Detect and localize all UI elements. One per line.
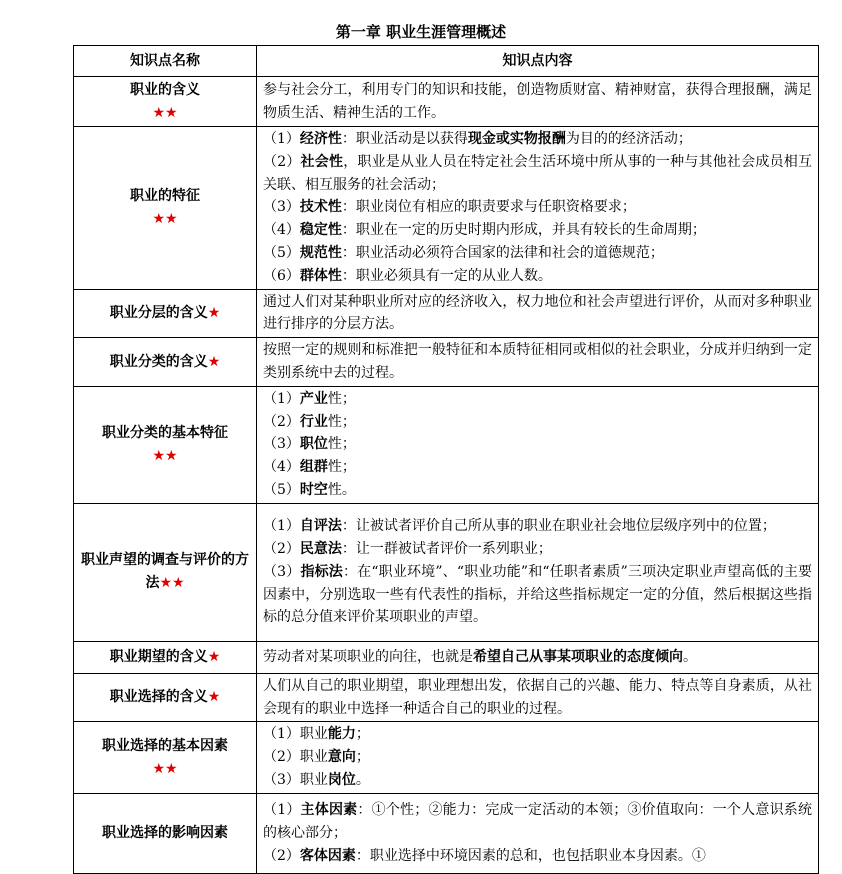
content-text: 按照一定的规则和标准把一般特征和本质特征相同或相似的社会职业，分成并归纳到一定类别系统中去的过程。 <box>263 342 812 381</box>
content-text: （2）职业 <box>263 749 328 766</box>
content-text: ； <box>355 726 370 743</box>
keyword-text: 产业 <box>299 390 328 407</box>
content-line <box>263 128 812 151</box>
content-line <box>263 388 812 411</box>
keyword-text: 经济性 <box>299 131 342 147</box>
content-text: （2） <box>263 541 300 558</box>
content-text: （5） <box>263 244 300 261</box>
content-text: 劳动者对某项职业的向往，也就是 <box>263 648 473 665</box>
content-line <box>263 675 812 721</box>
content-text: 性； <box>327 390 356 407</box>
knowledge-point-content <box>257 503 819 641</box>
table-row <box>74 127 819 290</box>
table-row <box>74 673 819 722</box>
keyword-text: 组群 <box>299 459 328 476</box>
importance-stars-icon: ★ <box>207 648 221 665</box>
knowledge-point-content <box>257 641 819 673</box>
header-knowledge-name: 知识点名称 <box>74 46 257 77</box>
knowledge-point-content <box>257 289 819 338</box>
importance-stars-icon: ★★ <box>152 447 178 464</box>
keyword-text: 群体性 <box>299 267 342 284</box>
content-text: ：让被试者评价自己所从事的职业在职业社会地位层级序列中的位置； <box>341 518 776 535</box>
content-text: 性； <box>327 459 356 476</box>
knowledge-point-content <box>257 673 819 722</box>
knowledge-point-name <box>74 127 257 290</box>
content-text: （1） <box>263 131 300 147</box>
table-row <box>74 77 819 127</box>
content-line <box>263 291 812 337</box>
content-text: （3）职业 <box>263 771 328 788</box>
knowledge-table <box>73 45 819 874</box>
knowledge-point-name <box>74 793 257 873</box>
content-text: 参与社会分工，利用专门的知识和技能，创造物质财富、精神财富，获得合理报酬，满足物质生活、精神生活的工作。 <box>263 81 812 121</box>
content-text: ； <box>355 749 370 766</box>
content-line <box>263 456 812 479</box>
content-text: （3） <box>263 436 300 453</box>
table-body <box>74 77 819 874</box>
content-line <box>263 411 812 434</box>
keyword-text: 规范性 <box>299 244 342 261</box>
knowledge-point-title: 职业选择的影响因素 <box>102 824 228 841</box>
importance-stars-icon: ★ <box>207 353 221 370</box>
content-text: ：职业活动必须符合国家的法律和社会的道德规范； <box>341 244 664 261</box>
content-text: （2） <box>263 153 301 170</box>
content-text: ：职业必须具有一定的从业人数。 <box>341 267 552 284</box>
content-text: （1） <box>263 518 300 535</box>
importance-stars-icon: ★ <box>207 689 221 706</box>
knowledge-point-content <box>257 338 819 387</box>
knowledge-point-name <box>74 722 257 793</box>
content-text: ：职业岗位有相应的职责要求与任职资格要求； <box>341 199 636 216</box>
knowledge-point-content <box>257 722 819 793</box>
keyword-text: 岗位 <box>327 771 356 788</box>
header-knowledge-content: 知识点内容 <box>257 46 819 77</box>
content-line <box>263 746 812 769</box>
knowledge-point-title: 职业分类的含义 <box>109 353 208 370</box>
keyword-text: 现金或实物报酬 <box>467 131 566 147</box>
knowledge-point-title: 职业选择的基本因素 <box>102 737 228 754</box>
knowledge-point-name <box>74 386 257 503</box>
content-text: （1） <box>263 390 300 407</box>
content-text: （4） <box>263 459 300 476</box>
knowledge-point-title: 职业分类的基本特征 <box>102 424 228 441</box>
content-line <box>263 339 812 385</box>
content-text: （3） <box>263 563 301 580</box>
keyword-text: 主体因素 <box>300 802 358 819</box>
content-text: 性； <box>327 413 356 430</box>
keyword-text: 职位 <box>299 436 328 453</box>
knowledge-point-name <box>74 289 257 338</box>
importance-stars-icon: ★★ <box>152 760 178 777</box>
content-text: ：①个性；②能力：完成一定活动的本领；③价值取向：一个人意识系统的核心部分； <box>263 802 812 841</box>
table-row <box>74 289 819 338</box>
content-line <box>263 151 812 197</box>
content-text: （3） <box>263 199 300 216</box>
knowledge-point-title: 职业分层的含义 <box>109 304 208 321</box>
table-row <box>74 386 819 503</box>
knowledge-point-content <box>257 77 819 127</box>
keyword-text: 希望自己从事某项职业的态度倾向 <box>473 648 683 665</box>
table-row <box>74 793 819 873</box>
content-text: （6） <box>263 267 300 284</box>
knowledge-point-title: 职业的特征 <box>130 187 200 204</box>
keyword-text: 能力 <box>327 726 356 743</box>
content-text: （2） <box>263 413 300 430</box>
table-row <box>74 338 819 387</box>
knowledge-point-title: 职业声望的调查与评价的方法 <box>81 552 249 592</box>
table-row <box>74 722 819 793</box>
content-line <box>263 799 812 845</box>
content-line <box>263 515 812 538</box>
keyword-text: 社会性 <box>300 153 344 170</box>
knowledge-point-content <box>257 793 819 873</box>
content-line <box>263 479 812 502</box>
content-text: ：在“职业环境”、“职业功能”和“任职者素质”三项决定职业声望高低的主要因素中，分别选取一些有代表性的指标，并给这些指标规定一定的分值，然后根据这些指标的总分值来评价某项职业的声望。 <box>263 563 812 626</box>
content-line <box>263 845 812 868</box>
knowledge-point-content <box>257 127 819 290</box>
content-text: （1） <box>263 802 301 819</box>
knowledge-point-title: 职业的含义 <box>130 81 200 98</box>
keyword-text: 稳定性 <box>299 222 342 239</box>
content-text: 性； <box>327 436 356 453</box>
content-text: 通过人们对某种职业所对应的经济收入，权力地位和社会声望进行评价，从而对多种职业进行排序的分层方法。 <box>263 293 812 333</box>
content-line <box>263 196 812 219</box>
content-text: 。 <box>683 648 697 665</box>
keyword-text: 技术性 <box>299 199 342 216</box>
keyword-text: 行业 <box>299 413 328 430</box>
content-text: 。 <box>355 771 370 788</box>
table-row <box>74 641 819 673</box>
importance-stars-icon: ★ <box>207 304 221 321</box>
content-line <box>263 433 812 456</box>
knowledge-point-title: 职业期望的含义 <box>109 648 208 665</box>
content-text: 性。 <box>327 481 356 498</box>
keyword-text: 时空 <box>299 481 328 498</box>
table-row <box>74 503 819 641</box>
knowledge-point-name <box>74 77 257 127</box>
content-text: （4） <box>263 222 300 239</box>
knowledge-point-name <box>74 673 257 722</box>
content-line <box>263 769 812 792</box>
content-line <box>263 561 812 629</box>
content-line <box>263 265 812 288</box>
content-text: 为目的的经济活动； <box>565 131 692 147</box>
content-line <box>263 219 812 242</box>
keyword-text: 民意法 <box>299 541 342 558</box>
importance-stars-icon: ★★ <box>159 575 185 592</box>
content-text: ：让一群被试者评价一系列职业； <box>341 541 552 558</box>
content-text: 人们从自己的职业期望，职业理想出发，依据自己的兴趣、能力、特点等自身素质，从社会现有的职业中选择一种适合自己的职业的过程。 <box>263 677 812 717</box>
importance-stars-icon: ★★ <box>152 210 178 227</box>
content-text: ：职业在一定的历史时期内形成，并具有较长的生命周期； <box>341 222 706 239</box>
keyword-text: 自评法 <box>299 518 342 535</box>
keyword-text: 客体因素 <box>299 847 356 864</box>
chapter-title: 第一章 职业生涯管理概述 <box>335 23 507 41</box>
content-line <box>263 723 812 746</box>
knowledge-point-name <box>74 641 257 673</box>
content-text: ，职业是从业人员在特定社会生活环境中所从事的一种与其他社会成员相互关联、相互服务的社会活动； <box>263 153 812 193</box>
content-text: （5） <box>263 481 300 498</box>
content-line <box>263 79 812 125</box>
content-line <box>263 242 812 265</box>
keyword-text: 意向 <box>327 749 356 766</box>
content-text: （1）职业 <box>263 726 328 743</box>
keyword-text: 指标法 <box>300 563 343 580</box>
content-line <box>263 646 812 669</box>
content-text: （2） <box>263 847 300 864</box>
content-text: ：职业活动是以获得 <box>341 131 468 147</box>
content-text: ：职业选择中环境因素的总和，也包括职业本身因素。① <box>355 847 706 864</box>
importance-stars-icon: ★★ <box>152 104 178 121</box>
knowledge-point-name <box>74 338 257 387</box>
table-header-row <box>74 46 819 77</box>
knowledge-point-title: 职业选择的含义 <box>109 689 208 706</box>
content-line <box>263 538 812 561</box>
knowledge-point-content <box>257 386 819 503</box>
knowledge-point-name <box>74 503 257 641</box>
